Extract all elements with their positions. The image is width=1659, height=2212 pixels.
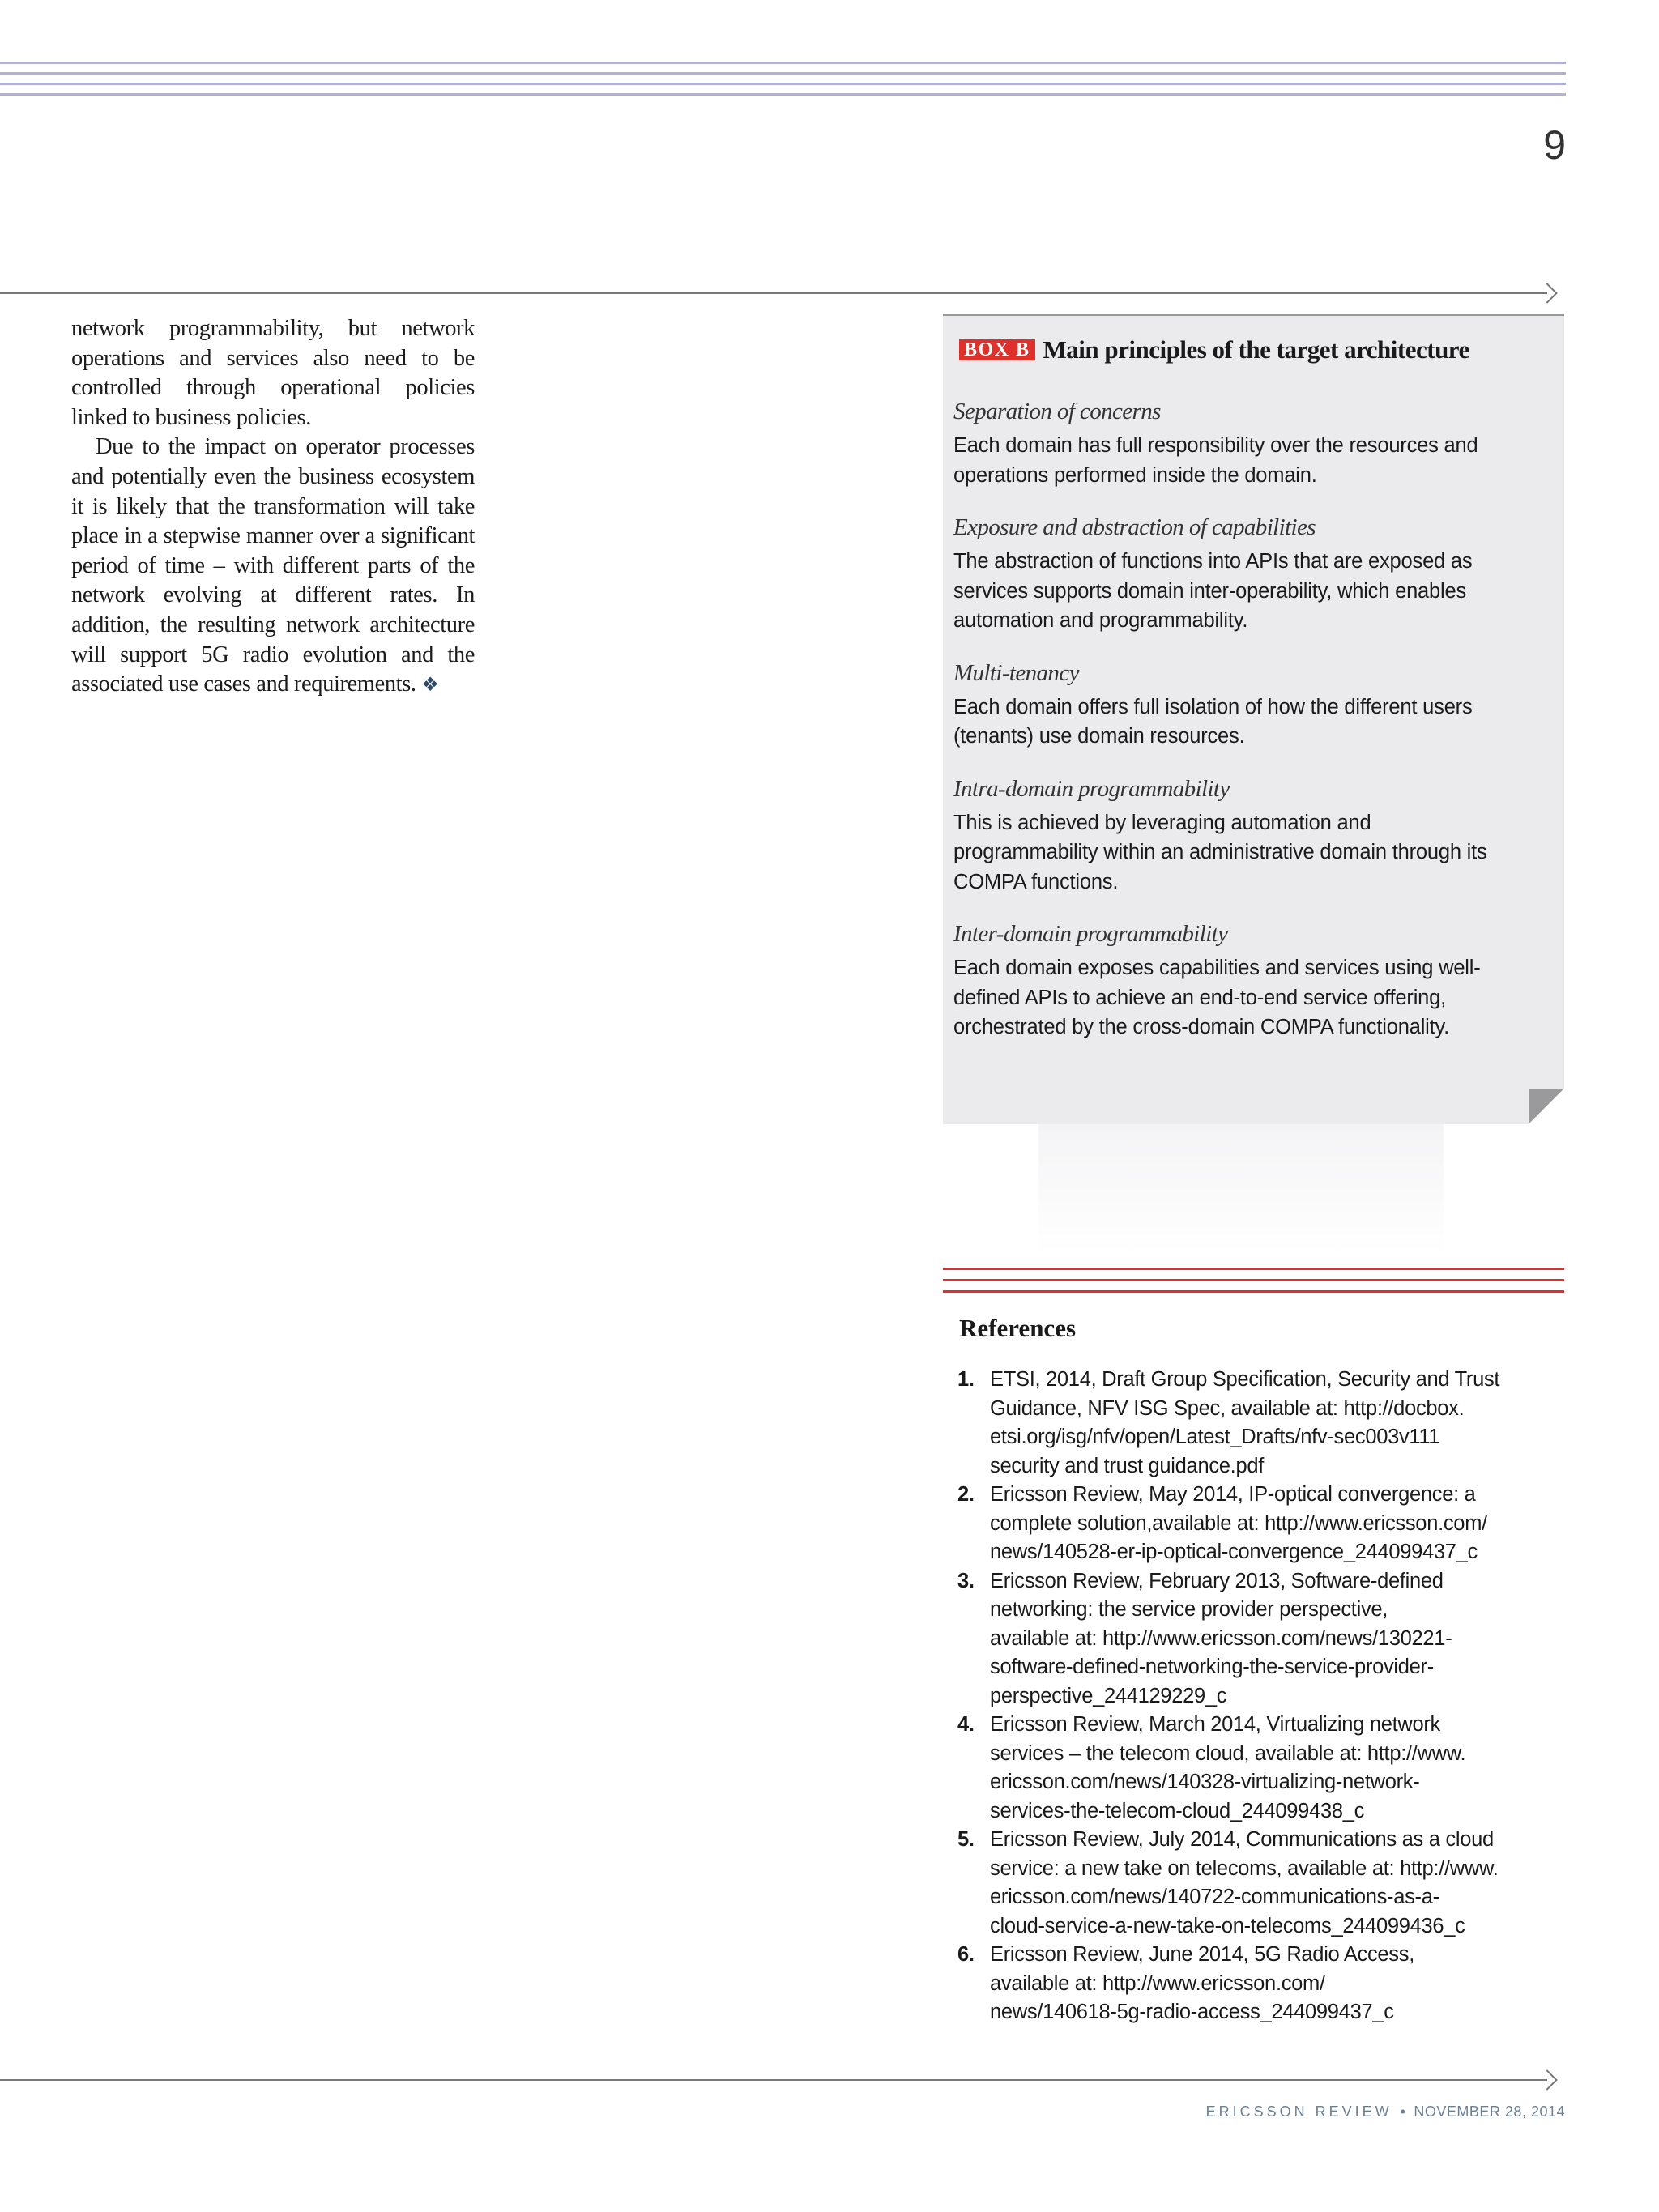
paragraph-2: [71, 433, 475, 700]
reference-line: Guidance, NFV ISG Spec, available at: http://docbox.: [990, 1396, 1465, 1420]
bottom-divider: [0, 2079, 1547, 2081]
reference-text: [990, 1481, 1557, 1567]
principle-heading: Inter-domain programmability: [953, 921, 1228, 947]
header-stripes: [0, 62, 1566, 104]
reference-number: 6.: [957, 1943, 975, 1966]
references-heading: References: [959, 1314, 1077, 1342]
reference-line: ericsson.com/news/140328-virtualizing-network-: [990, 1771, 1420, 1793]
reference-line: services-the-telecom-cloud_244099438_c: [990, 1799, 1365, 1822]
box-tag: BOX B: [959, 339, 1035, 360]
p1-line: network programmability, but network: [71, 316, 475, 341]
reference-line: Ericsson Review, May 2014, IP-optical convergence: a: [990, 1483, 1476, 1506]
paragraph-1: [71, 314, 475, 433]
principle-line: (tenants) use domain resources.: [953, 725, 1245, 748]
principle-line: COMPA functions.: [953, 870, 1119, 893]
principle-item: [953, 919, 1557, 1042]
p2-line: at different rates. In addition, the result: [71, 582, 475, 637]
reference-line: services – the telecom cloud, available at: http://www.: [990, 1741, 1466, 1765]
footer-publication: ERICSSON REVIEW: [1205, 2103, 1392, 2120]
principle-item: [953, 397, 1557, 490]
top-divider: [0, 292, 1547, 294]
p2-line: different parts of the network evolving: [71, 552, 475, 608]
principle-line: Each domain offers full isolation of how the different users: [953, 695, 1473, 718]
p1-line: controlled through operational policies: [71, 375, 475, 401]
reference-line: ericsson.com/news/140722-communications-as-a-: [990, 1886, 1439, 1908]
reference-line: news/140528-er-ip-optical-convergence_244099437_c: [990, 1541, 1478, 1563]
info-box: [943, 316, 1564, 1124]
reference-line: complete solution,available at: http://www.ericsson.com/: [990, 1511, 1487, 1535]
reference-line: security and trust guidance.pdf: [990, 1454, 1264, 1477]
reference-line: Ericsson Review, June 2014, 5G Radio Access,: [990, 1943, 1414, 1966]
principle-text: [953, 693, 1557, 752]
reference-text: [990, 1826, 1557, 1941]
principle-line: defined APIs to achieve an end-to-end service offering,: [953, 986, 1447, 1009]
reference-text: [990, 1567, 1557, 1711]
p2-line: cesses and potentially even the business: [71, 434, 475, 489]
principle-line: Each domain has full responsibility over the resources and: [953, 434, 1478, 457]
principle-line: operations performed inside the domain.: [953, 463, 1317, 487]
reference-line: Ericsson Review, March 2014, Virtualizing network: [990, 1713, 1441, 1736]
p2-line: ecosystem it is likely that the transforma: [71, 463, 475, 519]
reference-line: software-defined-networking-the-service-provider-: [990, 1656, 1434, 1678]
reference-line: ETSI, 2014, Draft Group Specification, Security and Trust: [990, 1368, 1500, 1391]
p1-line: operations and services also need to be: [71, 345, 475, 371]
p2-line: tion will take place in a stepwise manner: [71, 493, 476, 549]
principle-line: services supports domain inter-operability, which enables: [953, 579, 1467, 603]
principle-item: [953, 658, 1557, 752]
reference-number: 4.: [957, 1713, 975, 1736]
references-rule: [943, 1268, 1564, 1302]
box-title: Main principles of the target architecture: [1043, 335, 1469, 364]
principle-line: programmability within an administrative domain through its: [953, 841, 1487, 863]
reference-line: networking: the service provider perspective,: [990, 1598, 1388, 1621]
top-divider-arrow-icon: [1537, 283, 1557, 303]
principle-item: [953, 774, 1557, 897]
principle-text: [953, 808, 1557, 897]
principle-line: automation and programmability.: [953, 609, 1248, 632]
p2-line: Due to the impact on operator pro: [96, 434, 420, 460]
principle-item: [953, 513, 1557, 636]
reference-text: [990, 1366, 1557, 1481]
principle-line: Each domain exposes capabilities and services using well-: [953, 957, 1481, 979]
reference-item: [957, 1366, 1557, 1481]
principle-line: The abstraction of functions into APIs that are exposed as: [953, 550, 1473, 573]
principle-line: This is achieved by leveraging automation and: [953, 811, 1371, 834]
p2-line: ing network architecture will support: [71, 612, 475, 667]
reference-item: [957, 1711, 1557, 1826]
footer-bullet: •: [1400, 2103, 1406, 2120]
reference-line: Ericsson Review, July 2014, Communications as a cloud: [990, 1828, 1494, 1851]
box-shadow: [1038, 1124, 1444, 1254]
footer-date: NOVEMBER 28, 2014: [1414, 2103, 1565, 2120]
reference-line: etsi.org/isg/nfv/open/Latest_Drafts/nfv-sec003v111: [990, 1426, 1440, 1448]
reference-number: 5.: [957, 1828, 975, 1851]
p2-line: cases and requirements.: [203, 671, 416, 697]
principle-text: [953, 431, 1557, 490]
reference-line: perspective_244129229_c: [990, 1684, 1227, 1707]
page-footer: [1206, 2103, 1565, 2120]
reference-text: [990, 1711, 1557, 1826]
p1-line: linked to business policies.: [71, 404, 311, 430]
principle-line: orchestrated by the cross-domain COMPA functionality.: [953, 1016, 1450, 1038]
page-number: 9: [1543, 122, 1566, 168]
reference-number: 2.: [957, 1483, 975, 1506]
box-principles: [953, 397, 1557, 1065]
reference-number: 1.: [957, 1368, 975, 1391]
bottom-divider-arrow-icon: [1537, 2069, 1557, 2090]
reference-item: [957, 1941, 1557, 2027]
body-text-column: [71, 314, 475, 701]
principle-heading: Separation of concerns: [953, 399, 1161, 424]
reference-text: [990, 1941, 1557, 2027]
reference-line: available at: http://www.ericsson.com/news/130221-: [990, 1626, 1452, 1650]
references-list: [957, 1366, 1557, 2027]
reference-line: news/140618-5g-radio-access_244099437_c: [990, 2001, 1394, 2023]
reference-line: service: a new take on telecoms, available at: http://www.: [990, 1856, 1499, 1880]
box-header: [959, 335, 1469, 364]
reference-line: available at: http://www.ericsson.com/: [990, 1971, 1325, 1995]
page-fold-icon: [1529, 1089, 1564, 1124]
reference-item: [957, 1826, 1557, 1941]
principle-heading: Intra-domain programmability: [953, 775, 1230, 802]
end-mark-icon: ❖: [421, 675, 439, 697]
reference-number: 3.: [957, 1569, 975, 1592]
principle-heading: Multi-tenancy: [953, 659, 1079, 686]
principle-text: [953, 547, 1557, 636]
p2-line: over a significant period of time – with: [71, 523, 475, 578]
reference-line: cloud-service-a-new-take-on-telecoms_244099436_c: [990, 1914, 1465, 1937]
p2-line: 5G radio evolution and the associated use: [71, 641, 475, 697]
reference-item: [957, 1567, 1557, 1711]
principle-heading: Exposure and abstraction of capabilities: [953, 514, 1316, 540]
reference-line: Ericsson Review, February 2013, Software-defined: [990, 1569, 1444, 1592]
principle-text: [953, 953, 1557, 1042]
reference-item: [957, 1481, 1557, 1567]
